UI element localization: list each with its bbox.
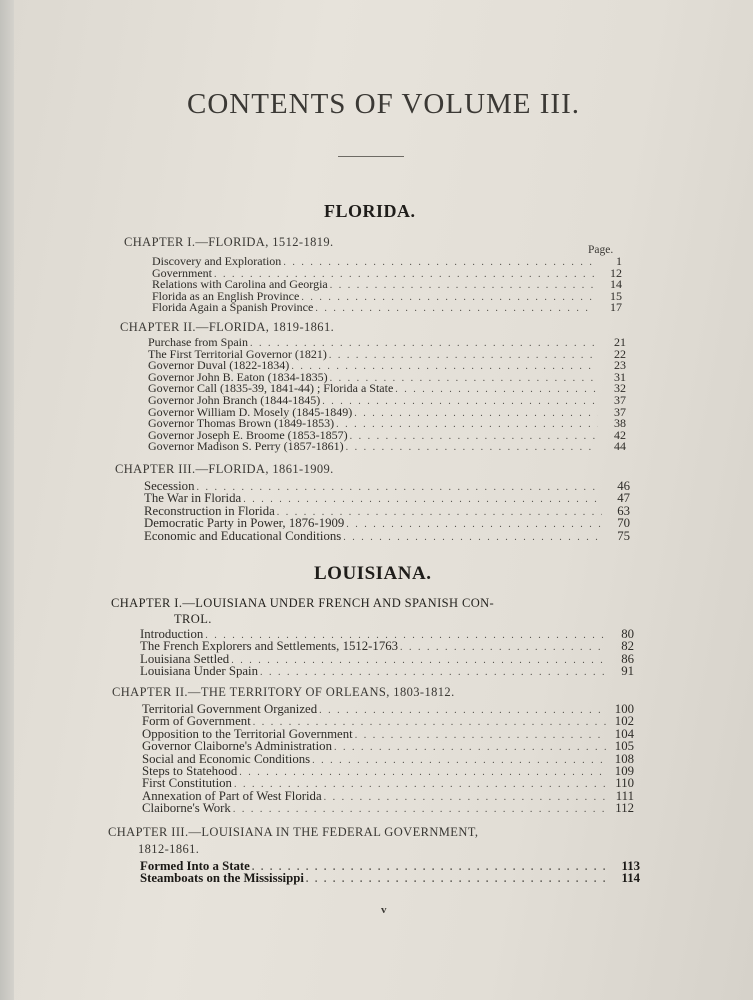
page-column-label: Page. bbox=[588, 244, 614, 256]
toc-entry: Economic and Educational Conditions . . . 75 bbox=[144, 530, 630, 542]
chapter-title: CHAPTER I.—LOUISIANA UNDER FRENCH AND SPANISH CON- bbox=[111, 596, 495, 610]
toc-entry: Steps to Statehood . . . 109 bbox=[142, 765, 634, 777]
toc-entry: Governor Claiborne's Administration . . . 105 bbox=[142, 740, 634, 752]
toc-list bbox=[142, 703, 634, 815]
chapter-title-continued: 1812-1861. bbox=[138, 842, 200, 856]
toc-list bbox=[140, 860, 640, 885]
toc-entry: Governor John B. Eaton (1834-1835) . . . 31 bbox=[148, 372, 626, 384]
chapter-title-continued: TROL. bbox=[174, 612, 212, 626]
toc-entry: The War in Florida . . . 47 bbox=[144, 492, 630, 504]
toc-entry: Discovery and Exploration . . . 1 bbox=[152, 256, 622, 268]
toc-entry: First Constitution . . . 110 bbox=[142, 777, 634, 789]
title-rule bbox=[338, 156, 404, 157]
toc-entry: Purchase from Spain . . . 21 bbox=[148, 337, 626, 349]
toc-entry: Claiborne's Work . . . 112 bbox=[142, 802, 634, 814]
chapter-title: CHAPTER III.—FLORIDA, 1861-1909. bbox=[115, 462, 334, 476]
chapter-title: CHAPTER II.—FLORIDA, 1819-1861. bbox=[120, 320, 335, 334]
toc-entry: Form of Government . . . 102 bbox=[142, 715, 634, 727]
toc-entry: Governor Madison S. Perry (1857-1861) . . . 44 bbox=[148, 441, 626, 453]
toc-entry: Secession . . . 46 bbox=[144, 480, 630, 492]
chapter-title: CHAPTER II.—THE TERRITORY OF ORLEANS, 1803-1812. bbox=[112, 685, 455, 699]
toc-entry: Louisiana Settled . . . 86 bbox=[140, 653, 634, 665]
book-page bbox=[14, 0, 753, 1000]
toc-list bbox=[144, 480, 630, 542]
toc-entry: Governor Duval (1822-1834) . . . 23 bbox=[148, 360, 626, 372]
louisiana-heading: LOUISIANA. bbox=[314, 563, 432, 584]
toc-entry: Florida as an English Province . . . 15 bbox=[152, 291, 622, 303]
toc-entry: Annexation of Part of West Florida . . . 111 bbox=[142, 790, 634, 802]
toc-entry: Governor Thomas Brown (1849-1853) . . . 38 bbox=[148, 418, 626, 430]
toc-entry: Opposition to the Territorial Government . . . 104 bbox=[142, 728, 634, 740]
adjacent-page-edge bbox=[0, 0, 14, 1000]
chapter-title: CHAPTER III.—LOUISIANA IN THE FEDERAL GOVERNMENT, bbox=[108, 825, 479, 839]
toc-list bbox=[152, 256, 622, 314]
toc-entry: Introduction . . . 80 bbox=[140, 628, 634, 640]
toc-entry: Democratic Party in Power, 1876-1909 . . . 70 bbox=[144, 517, 630, 529]
toc-list bbox=[140, 628, 634, 678]
florida-heading: FLORIDA. bbox=[324, 201, 416, 221]
toc-entry: Louisiana Under Spain . . . 91 bbox=[140, 665, 634, 677]
toc-list bbox=[148, 337, 626, 453]
toc-entry: Social and Economic Conditions . . . 108 bbox=[142, 753, 634, 765]
toc-entry: Governor Joseph E. Broome (1853-1857) . . . 42 bbox=[148, 430, 626, 442]
toc-entry: Government . . . 12 bbox=[152, 268, 622, 280]
toc-entry: Territorial Government Organized . . . 100 bbox=[142, 703, 634, 715]
toc-entry: Steamboats on the Mississippi . . . 114 bbox=[140, 872, 640, 884]
toc-entry: The First Territorial Governor (1821) . . . 22 bbox=[148, 349, 626, 361]
toc-entry: Formed Into a State . . . 113 bbox=[140, 860, 640, 872]
chapter-title: CHAPTER I.—FLORIDA, 1512-1819. bbox=[124, 235, 334, 249]
toc-entry: Governor William D. Mosely (1845-1849) . . . 37 bbox=[148, 407, 626, 419]
toc-entry: Relations with Carolina and Georgia . . . 14 bbox=[152, 279, 622, 291]
toc-entry: Governor John Branch (1844-1845) . . . 37 bbox=[148, 395, 626, 407]
toc-entry: Reconstruction in Florida . . . 63 bbox=[144, 505, 630, 517]
page-folio: v bbox=[381, 904, 387, 916]
toc-entry: Florida Again a Spanish Province . . . 17 bbox=[152, 302, 622, 314]
toc-entry: Governor Call (1835-39, 1841-44) ; Florida a State . . . 32 bbox=[148, 383, 626, 395]
page-title: CONTENTS OF VOLUME III. bbox=[186, 88, 580, 120]
toc-entry: The French Explorers and Settlements, 1512-1763 . . . 82 bbox=[140, 640, 634, 652]
